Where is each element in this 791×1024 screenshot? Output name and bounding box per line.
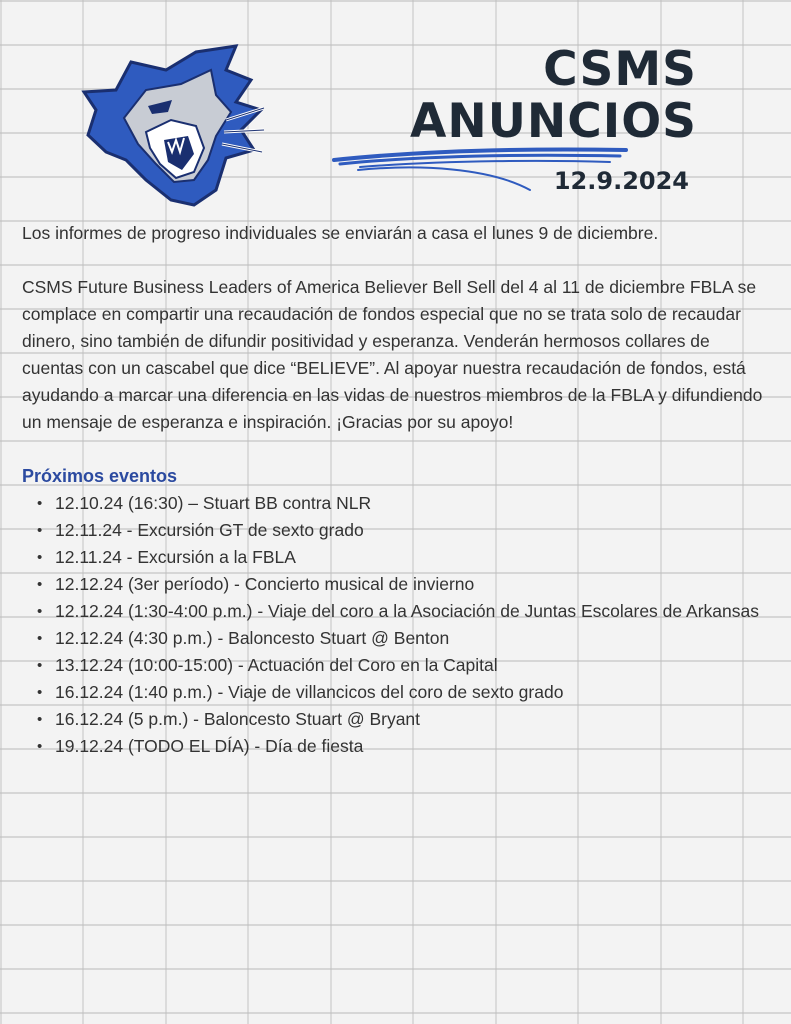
section-title-events: Próximos eventos — [22, 466, 178, 486]
list-item: • 12.12.24 (3er período) - Concierto musical de invierno — [55, 571, 774, 598]
page-title-line1: CSMS — [543, 42, 697, 97]
list-item: • 19.12.24 (TODO EL DÍA) - Día de fiesta — [55, 733, 774, 760]
list-item: • 12.10.24 (16:30) – Stuart BB contra NLR — [55, 490, 774, 517]
announcement-body — [22, 220, 774, 760]
list-item: • 16.12.24 (1:40 p.m.) - Viaje de villancicos del coro de sexto grado — [55, 679, 774, 706]
list-item: • 12.11.24 - Excursión GT de sexto grado — [55, 517, 774, 544]
page-title-line2: ANUNCIOS — [410, 94, 697, 149]
announcement-paragraph-progress: Los informes de progreso individuales se enviarán a casa el lunes 9 de diciembre. — [22, 223, 659, 243]
list-item: • 12.11.24 - Excursión a la FBLA — [55, 544, 774, 571]
wildcat-mascot-icon — [76, 40, 266, 208]
list-item: • 16.12.24 (5 p.m.) - Baloncesto Stuart @ Bryant — [55, 706, 774, 733]
title-block — [410, 44, 697, 148]
list-item: • 13.12.24 (10:00-15:00) - Actuación del Coro en la Capital — [55, 652, 774, 679]
header — [0, 0, 791, 220]
events-list — [22, 490, 774, 760]
list-item: • 12.12.24 (4:30 p.m.) - Baloncesto Stuart @ Benton — [55, 625, 774, 652]
announcement-paragraph-fbla: CSMS Future Business Leaders of America Believer Bell Sell del 4 al 11 de diciembre FBLA se complace en compartir una recaudación de fondos especial que no se trata solo de recaudar dinero, sino también de difundir positividad y esperanza. Venderán hermosos collares de cuentas con un cascabel que dice “BELIEVE”. Al apoyar nuestra recaudación de fondos, está ayudando a marcar una diferencia en las vidas de nuestros miembros de la FBLA y difundiendo un mensaje de esperanza e inspiración. ¡Gracias por su apoyo! — [22, 277, 763, 432]
list-item: • 12.12.24 (1:30-4:00 p.m.) - Viaje del coro a la Asociación de Juntas Escolares de Arkansas — [55, 598, 774, 625]
date-label: 12.9.2024 — [553, 167, 689, 195]
